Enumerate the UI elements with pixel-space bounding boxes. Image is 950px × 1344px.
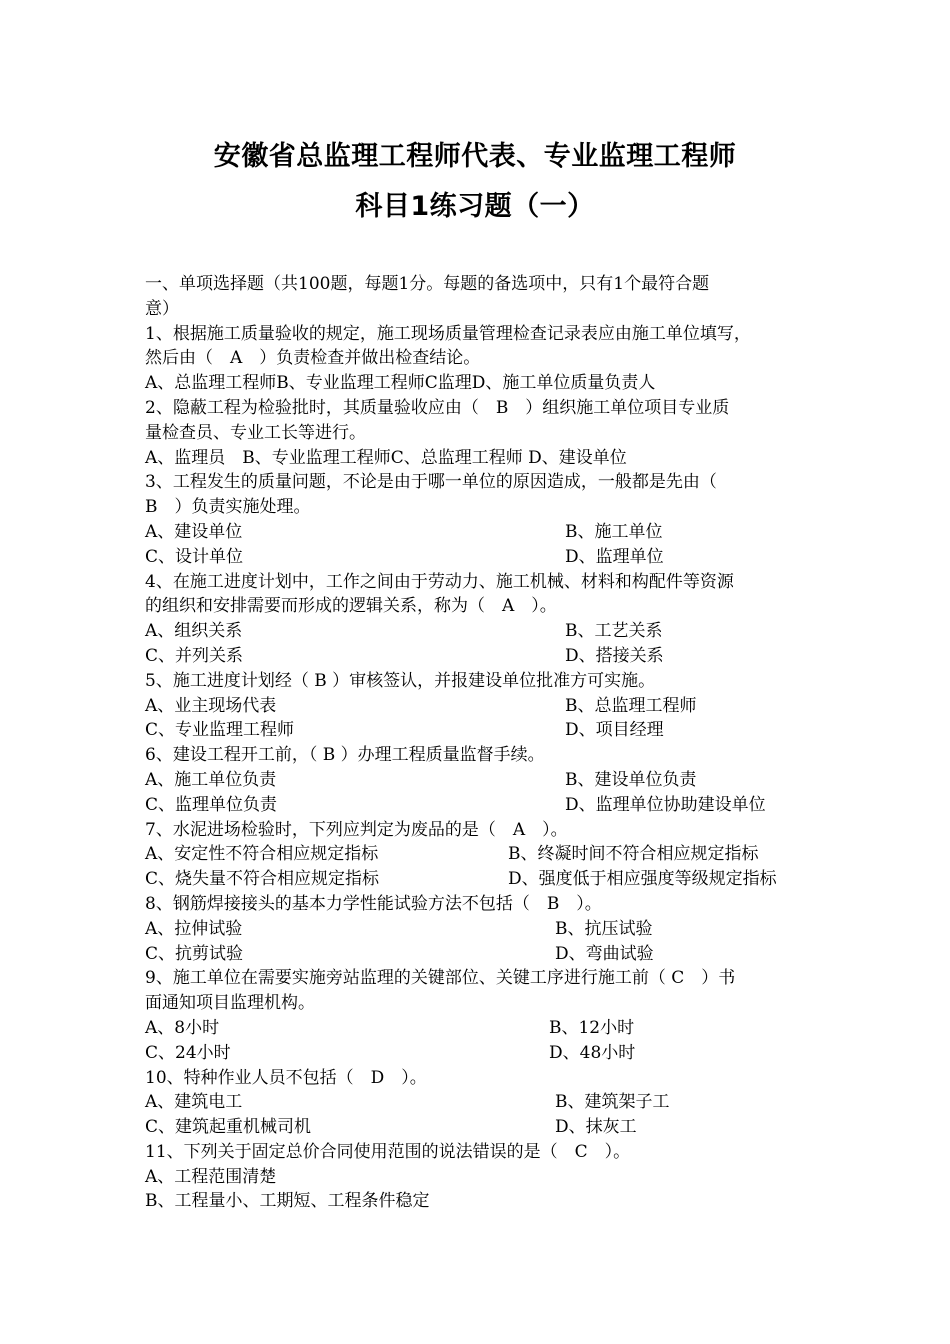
question-2-cont: 量检查员、专业工长等进行。 bbox=[145, 422, 366, 443]
question-3-cont: B ）负责实施处理。 bbox=[145, 497, 311, 518]
question-7: 7、水泥进场检验时，下列应判定为废品的是（ A ）。 bbox=[145, 819, 568, 840]
option-b: B、终凝时间不符合相应规定指标 bbox=[508, 844, 759, 865]
question-list bbox=[145, 272, 815, 1214]
question-3-options-ab bbox=[145, 520, 815, 545]
question-6-options-cd bbox=[145, 793, 815, 818]
question-10-options-ab bbox=[145, 1090, 815, 1115]
question-6: 6、建设工程开工前，（ B ）办理工程质量监督手续。 bbox=[145, 745, 545, 766]
option-a: A、8小时 bbox=[145, 1017, 220, 1038]
question-7-options-cd bbox=[145, 867, 815, 892]
option-b: B、总监理工程师 bbox=[565, 695, 697, 716]
page-subtitle: 科目1练习题（一） bbox=[355, 191, 595, 222]
question-4-options-ab bbox=[145, 619, 815, 644]
question-1-cont: 然后由（ A ）负责检查并做出检查结论。 bbox=[145, 348, 481, 369]
question-5-options-ab bbox=[145, 694, 815, 719]
option-c: C、24小时 bbox=[145, 1042, 231, 1063]
option-a: A、建设单位 bbox=[145, 521, 243, 542]
option-d: D、抹灰工 bbox=[555, 1117, 637, 1138]
option-a: A、组织关系 bbox=[145, 621, 243, 642]
question-9-options-ab bbox=[145, 1016, 815, 1041]
question-3-options-cd bbox=[145, 545, 815, 570]
page-title: 安徽省总监理工程师代表、专业监理工程师 bbox=[213, 141, 737, 172]
section-heading: 一、单项选择题（共100题，每题1分。每题的备选项中，只有1个最符合题 bbox=[145, 274, 710, 294]
option-c: C、抗剪试验 bbox=[145, 943, 244, 964]
question-9-options-cd bbox=[145, 1041, 815, 1066]
option-c: C、监理单位负责 bbox=[145, 794, 278, 815]
option-d: D、监理单位 bbox=[565, 546, 664, 567]
option-d: D、强度低于相应强度等级规定指标 bbox=[508, 869, 777, 890]
question-5-options-cd bbox=[145, 718, 815, 743]
question-8-options-ab bbox=[145, 917, 815, 942]
question-2-options: A、监理员 B、专业监理工程师C、总监理工程师 D、建设单位 bbox=[145, 447, 627, 468]
option-a: A、安定性不符合相应规定指标 bbox=[145, 844, 379, 865]
option-a: A、建筑电工 bbox=[145, 1092, 243, 1113]
question-5: 5、施工进度计划经（ B ）审核签认，并报建设单位批准方可实施。 bbox=[145, 670, 656, 691]
option-c: C、设计单位 bbox=[145, 546, 244, 567]
option-c: C、建筑起重机械司机 bbox=[145, 1117, 312, 1138]
option-d: D、项目经理 bbox=[565, 720, 664, 741]
option-d: D、弯曲试验 bbox=[555, 943, 654, 964]
option-b: B、工艺关系 bbox=[565, 621, 663, 642]
question-2: 2、隐蔽工程为检验批时，其质量验收应由（ B ）组织施工单位项目专业质 bbox=[145, 397, 730, 418]
option-c: C、专业监理工程师 bbox=[145, 720, 295, 741]
question-7-options-ab bbox=[145, 842, 815, 867]
option-d: D、监理单位协助建设单位 bbox=[565, 794, 766, 815]
question-8-options-cd bbox=[145, 942, 815, 967]
option-c: C、烧失量不符合相应规定指标 bbox=[145, 869, 380, 890]
question-9: 9、施工单位在需要实施旁站监理的关键部位、关键工序进行施工前（ C ）书 bbox=[145, 968, 736, 989]
option-a: A、拉伸试验 bbox=[145, 918, 243, 939]
option-b: B、建筑架子工 bbox=[555, 1092, 670, 1113]
option-b: B、施工单位 bbox=[565, 521, 663, 542]
option-c: C、并列关系 bbox=[145, 645, 244, 666]
question-6-options-ab bbox=[145, 768, 815, 793]
question-10: 10、特种作业人员不包括（ D ）。 bbox=[145, 1067, 427, 1088]
option-d: D、48小时 bbox=[549, 1042, 636, 1063]
question-4-options-cd bbox=[145, 644, 815, 669]
question-1: 1、根据施工质量验收的规定，施工现场质量管理检查记录表应由施工单位填写， bbox=[145, 323, 751, 344]
question-10-options-cd bbox=[145, 1115, 815, 1140]
option-b: B、抗压试验 bbox=[555, 918, 653, 939]
option-b: B、12小时 bbox=[549, 1017, 635, 1038]
question-11-option-b: B、工程量小、工期短、工程条件稳定 bbox=[145, 1191, 430, 1212]
option-b: B、建设单位负责 bbox=[565, 769, 697, 790]
question-9-cont: 面通知项目监理机构。 bbox=[145, 993, 315, 1014]
option-a: A、施工单位负责 bbox=[145, 769, 277, 790]
question-8: 8、钢筋焊接接头的基本力学性能试验方法不包括（ B ）。 bbox=[145, 893, 602, 914]
question-1-options: A、总监理工程师B、专业监理工程师C监理D、施工单位质量负责人 bbox=[145, 373, 656, 394]
option-d: D、搭接关系 bbox=[565, 645, 664, 666]
question-4-cont: 的组织和安排需要而形成的逻辑关系，称为（ A ）。 bbox=[145, 596, 557, 617]
section-heading-cont: 意） bbox=[145, 298, 179, 319]
question-4: 4、在施工进度计划中，工作之间由于劳动力、施工机械、材料和构配件等资源 bbox=[145, 571, 734, 592]
question-11: 11、下列关于固定总价合同使用范围的说法错误的是（ C ）。 bbox=[145, 1141, 631, 1162]
question-11-option-a: A、工程范围清楚 bbox=[145, 1166, 277, 1187]
option-a: A、业主现场代表 bbox=[145, 695, 277, 716]
question-3: 3、工程发生的质量问题，不论是由于哪一单位的原因造成，一般都是先由（ bbox=[145, 472, 717, 493]
